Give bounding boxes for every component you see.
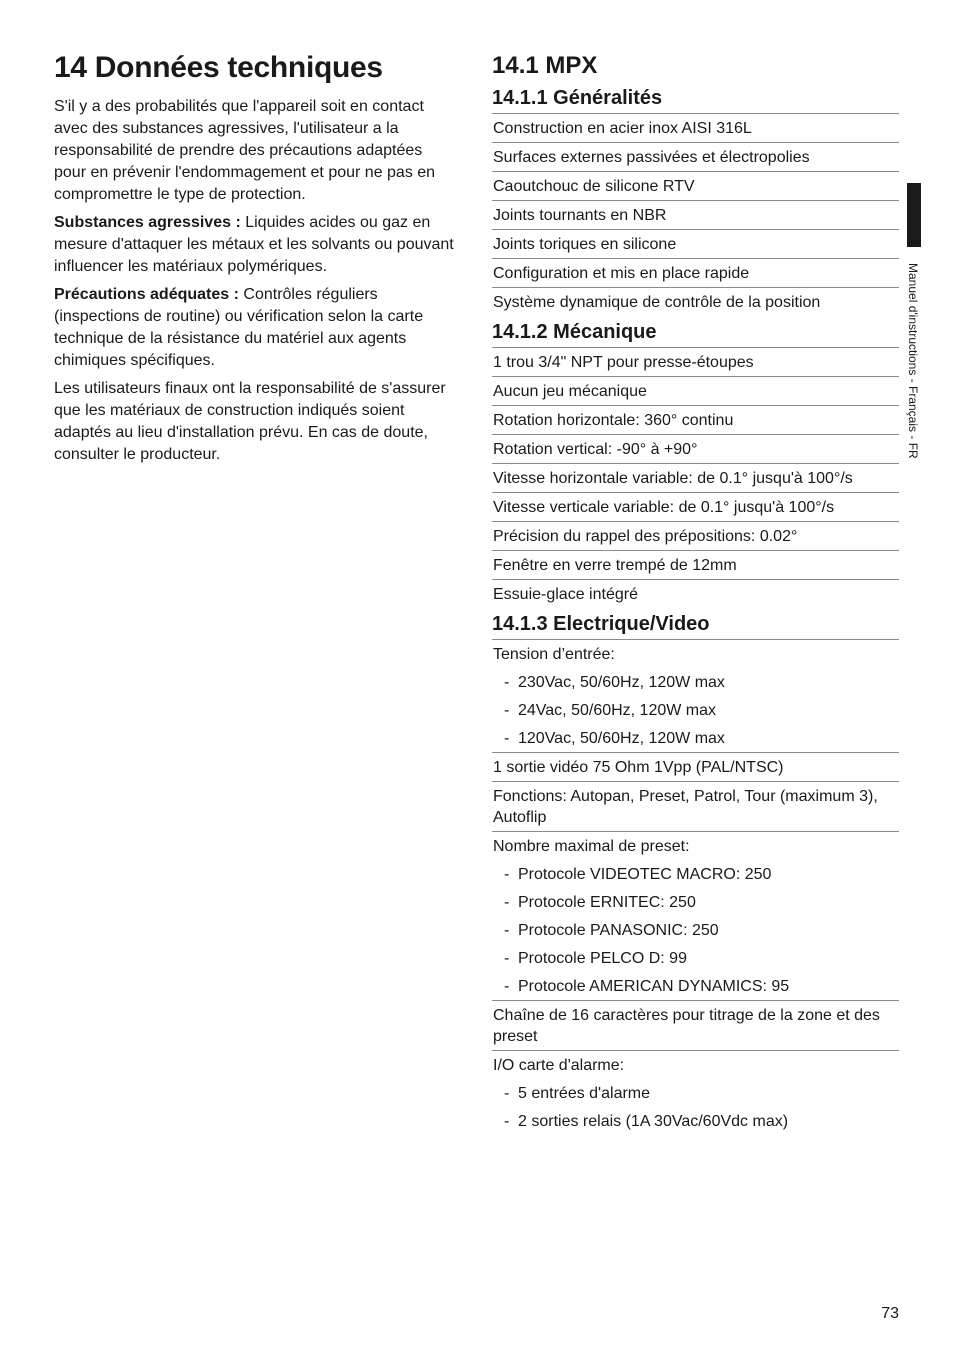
aggressive-substances-label: Substances agressives :: [54, 214, 241, 231]
functions-group: [492, 782, 899, 832]
precautions-text: Contrôles réguliers (inspections de routine) ou vérification selon la carte technique de la résistance du matériel aux agents chimiques spécifiques.: [54, 286, 424, 369]
sub-item: [492, 916, 899, 944]
sub-item-text: 24Vac, 50/60Hz, 120W max: [518, 702, 717, 719]
spec-row: Joints tournants en NBR: [492, 201, 899, 230]
spec-row: 1 trou 3/4" NPT pour presse-étoupes: [492, 348, 899, 377]
intro-column: [54, 50, 454, 472]
dash: -: [504, 702, 510, 719]
title-string-row: Chaîne de 16 caractères pour titrage de la zone et des preset: [493, 1007, 880, 1045]
sub-item-text: 5 entrées d'alarme: [518, 1085, 651, 1102]
side-running-label: Manuel d'instructions - Français - FR: [906, 263, 920, 459]
presets-group: [492, 832, 899, 1001]
spec-row: Système dynamique de contrôle de la position: [493, 294, 821, 311]
dash: -: [504, 922, 510, 939]
heading-electrical: 14.1.3 Electrique/Video: [492, 610, 899, 640]
voltage-group: [492, 640, 899, 753]
sub-item-text: Protocole AMERICAN DYNAMICS: 95: [518, 978, 790, 995]
dash: -: [504, 950, 510, 967]
video-out-row: 1 sortie vidéo 75 Ohm 1Vpp (PAL/NTSC): [493, 759, 784, 776]
aggressive-substances-paragraph: [54, 212, 454, 278]
sub-item-text: Protocole VIDEOTEC MACRO: 250: [518, 866, 772, 883]
electrical-list: [492, 640, 899, 1135]
section-heading-mpx: 14.1 MPX: [492, 52, 598, 79]
responsibility-paragraph: Les utilisateurs finaux ont la responsabilité de s'assurer que les matériaux de construction indiqués soient adaptés au lieu d'installation prévu. En cas de doute, consulter le producteur.: [54, 380, 446, 463]
precautions-paragraph: [54, 284, 454, 372]
spec-row: Aucun jeu mécanique: [492, 377, 899, 406]
dash: -: [504, 1085, 510, 1102]
sub-item: [492, 972, 899, 1000]
spec-row: Configuration et mis en place rapide: [492, 259, 899, 288]
intro-paragraph: S'il y a des probabilités que l'appareil soit en contact avec des substances agressives, l'utilisateur a la responsabilité de prendre des précautions adaptées pour en prévenir l'endommagement et pour ne pas en compromettre le type de protection.: [54, 98, 436, 203]
spec-row: Rotation vertical: -90° à +90°: [492, 435, 899, 464]
dash: -: [504, 866, 510, 883]
sub-item: [492, 668, 899, 696]
spec-row: Vitesse verticale variable: de 0.1° jusqu'à 100°/s: [492, 493, 899, 522]
sub-item-text: Protocole PELCO D: 99: [518, 950, 687, 967]
sub-item: [492, 944, 899, 972]
section-tab-marker: [907, 183, 921, 247]
dash: -: [504, 978, 510, 995]
dash: -: [504, 674, 510, 691]
sub-item: [492, 724, 899, 752]
spec-row: Précision du rappel des prépositions: 0.02°: [492, 522, 899, 551]
sub-item-text: Protocole ERNITEC: 250: [518, 894, 696, 911]
alarm-group: [492, 1051, 899, 1135]
aggressive-substances-text: Liquides acides ou gaz en mesure d'attaquer les métaux et les solvants ou pouvant influencer les matériaux polymériques.: [54, 214, 454, 275]
sub-item: [492, 1079, 899, 1107]
spec-column: [492, 50, 899, 1137]
functions-row: Fonctions: Autopan, Preset, Patrol, Tour (maximum 3), Autoflip: [493, 788, 878, 826]
video-out-group: [492, 753, 899, 782]
sub-item: [492, 696, 899, 724]
heading-mechanical: 14.1.2 Mécanique: [492, 318, 899, 348]
spec-row: Construction en acier inox AISI 316L: [492, 114, 899, 143]
spec-row: Joints toriques en silicone: [492, 230, 899, 259]
page-number: 73: [881, 1305, 899, 1322]
spec-row: Essuie-glace intégré: [493, 586, 638, 603]
title-string-group: [492, 1001, 899, 1051]
sub-item: [492, 888, 899, 916]
dash: -: [504, 1113, 510, 1130]
spec-row: Vitesse horizontale variable: de 0.1° jusqu'à 100°/s: [492, 464, 899, 493]
voltage-label: Tension d’entrée:: [493, 646, 615, 663]
sub-item-text: 120Vac, 50/60Hz, 120W max: [518, 730, 725, 747]
alarm-label: I/O carte d'alarme:: [493, 1057, 625, 1074]
sub-item: [492, 1107, 899, 1135]
dash: -: [504, 730, 510, 747]
dash: -: [504, 894, 510, 911]
sub-item-text: 2 sorties relais (1A 30Vac/60Vdc max): [518, 1113, 789, 1130]
sub-item-text: 230Vac, 50/60Hz, 120W max: [518, 674, 725, 691]
spec-row: Fenêtre en verre trempé de 12mm: [492, 551, 899, 580]
mechanical-list: [492, 348, 899, 608]
spec-row: Rotation horizontale: 360° continu: [492, 406, 899, 435]
heading-general: 14.1.1 Généralités: [492, 84, 899, 114]
presets-label: Nombre maximal de preset:: [493, 838, 690, 855]
general-list: [492, 114, 899, 316]
sub-item-text: Protocole PANASONIC: 250: [518, 922, 719, 939]
sub-item: [492, 860, 899, 888]
spec-row: Caoutchouc de silicone RTV: [492, 172, 899, 201]
page-title: 14 Données techniques: [54, 51, 383, 84]
spec-row: Surfaces externes passivées et électropolies: [492, 143, 899, 172]
precautions-label: Précautions adéquates :: [54, 286, 239, 303]
